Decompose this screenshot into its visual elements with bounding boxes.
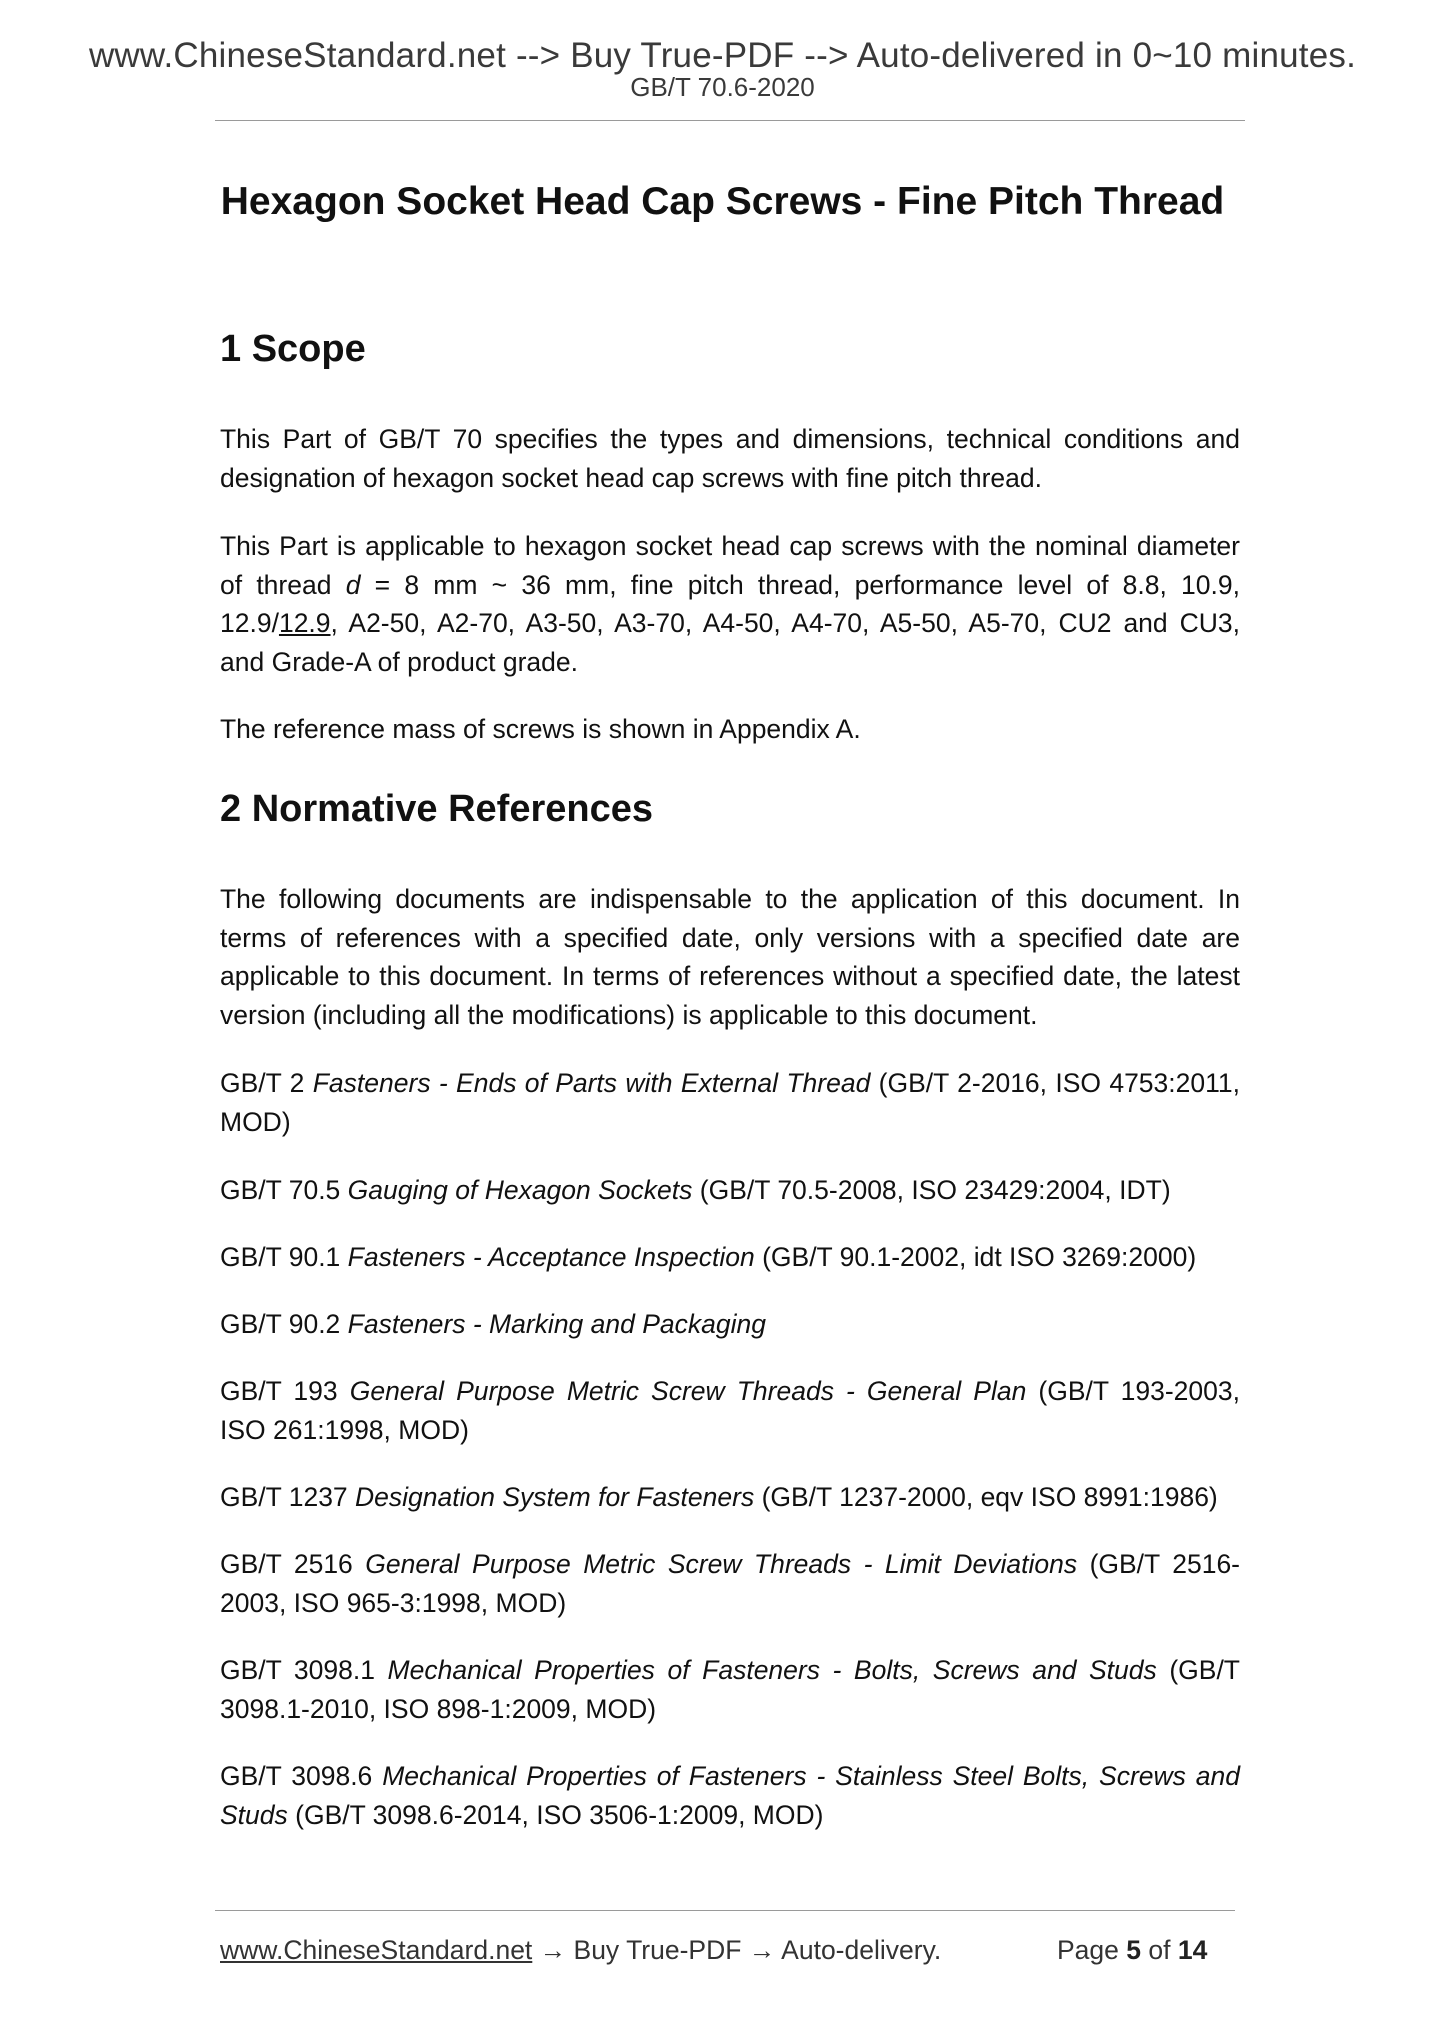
reference-code: GB/T 3098.6	[220, 1761, 383, 1791]
reference-item	[220, 1757, 1240, 1834]
reference-item	[220, 1238, 1240, 1277]
reference-item	[220, 1305, 1240, 1344]
scope-p2-variable: d	[345, 569, 361, 600]
scope-p2-text-c: , A2-50, A2-70, A3-50, A3-70, A4-50, A4-70, A5-50, A5-70, CU2 and CU3, and Grade-A of product grade.	[220, 608, 1240, 677]
reference-item	[220, 1651, 1240, 1728]
scope-paragraph-3: The reference mass of screws is shown in Appendix A.	[220, 714, 861, 744]
reference-note: (GB/T 2516-2003, ISO 965-3:1998, MOD)	[220, 1549, 1241, 1618]
reference-title: Mechanical Properties of Fasteners - Stainless Steel Bolts, Screws and Studs	[220, 1761, 1240, 1830]
footer-divider	[215, 1910, 1235, 1911]
reference-code: GB/T 193	[220, 1376, 350, 1406]
reference-title: Mechanical Properties of Fasteners - Bolts, Screws and Studs	[387, 1655, 1157, 1685]
scope-p2-underlined: 12.9	[278, 608, 331, 638]
page-label: Page	[1057, 1935, 1119, 1965]
page-indicator	[1057, 1935, 1207, 1966]
current-page-number: 5	[1126, 1935, 1142, 1965]
scope-paragraph-2	[220, 527, 1240, 681]
reference-title: General Purpose Metric Screw Threads - General Plan	[349, 1376, 1027, 1406]
reference-note: (GB/T 1237-2000, eqv ISO 8991:1986)	[754, 1482, 1218, 1512]
reference-item	[220, 1372, 1240, 1449]
standard-code: GB/T 70.6-2020	[630, 72, 815, 102]
document-title: Hexagon Socket Head Cap Screws - Fine Pitch Thread	[220, 180, 1225, 223]
reference-title: Gauging of Hexagon Sockets	[347, 1175, 693, 1205]
reference-code: GB/T 90.1	[220, 1242, 348, 1272]
reference-title: Fasteners - Marking and Packaging	[347, 1309, 766, 1339]
header-divider	[215, 120, 1245, 121]
reference-code: GB/T 70.5	[220, 1175, 348, 1205]
reference-note: (GB/T 3098.6-2014, ISO 3506-1:2009, MOD)	[287, 1799, 824, 1830]
reference-note: (GB/T 193-2003, ISO 261:1998, MOD)	[220, 1376, 1240, 1445]
reference-item	[220, 1478, 1240, 1517]
reference-title: General Purpose Metric Screw Threads - Limit Deviations	[365, 1549, 1078, 1579]
reference-code: GB/T 90.2	[220, 1309, 348, 1339]
section-references-heading: 2 Normative References	[220, 788, 653, 830]
reference-item	[220, 1064, 1240, 1141]
reference-title: Fasteners - Acceptance Inspection	[347, 1242, 755, 1272]
reference-code: GB/T 3098.1	[220, 1655, 388, 1685]
references-intro: The following documents are indispensable to the application of this document. In terms of references with a specified date, only versions with a specified date are applicable to this document. In terms of references without a specified date, the latest version (including all the modifications) is applicable to this document.	[220, 884, 1240, 1030]
reference-note: (GB/T 90.1-2002, idt ISO 3269:2000)	[754, 1242, 1197, 1272]
footer-left	[220, 1935, 941, 1966]
reference-item	[220, 1171, 1240, 1210]
reference-note: (GB/T 3098.1-2010, ISO 898-1:2009, MOD)	[220, 1655, 1240, 1724]
scope-p2-text-b: = 8 mm ~ 36 mm, fine pitch thread, performance level of 8.8, 10.9, 12.9/	[220, 569, 1240, 638]
footer-delivery-text: → Auto-delivery.	[748, 1935, 942, 1965]
reference-note: (GB/T 2-2016, ISO 4753:2011, MOD)	[220, 1068, 1240, 1137]
total-pages: 14	[1177, 1935, 1208, 1965]
reference-item	[220, 1545, 1240, 1622]
scope-p2-text-a: This Part is applicable to hexagon socket head cap screws with the nominal diameter of thread	[220, 531, 1240, 600]
footer-site-link[interactable]: www.ChineseStandard.net	[220, 1935, 533, 1965]
section-scope-heading: 1 Scope	[220, 328, 366, 370]
reference-note: (GB/T 70.5-2008, ISO 23429:2004, IDT)	[692, 1175, 1171, 1205]
footer-buy-text: → Buy True-PDF	[532, 1935, 749, 1965]
scope-paragraph-1: This Part of GB/T 70 specifies the types and dimensions, technical conditions and designation of hexagon socket head cap screws with fine pitch thread.	[220, 424, 1240, 493]
reference-code: GB/T 1237	[220, 1482, 356, 1512]
top-banner[interactable]: www.ChineseStandard.net --> Buy True-PDF --> Auto-delivered in 0~10 minutes.	[88, 36, 1357, 75]
reference-code: GB/T 2516	[220, 1549, 366, 1579]
reference-title: Designation System for Fasteners	[355, 1482, 755, 1512]
reference-code: GB/T 2	[220, 1068, 313, 1098]
reference-title: Fasteners - Ends of Parts with External Thread	[312, 1068, 871, 1098]
of-label: of	[1148, 1935, 1171, 1965]
